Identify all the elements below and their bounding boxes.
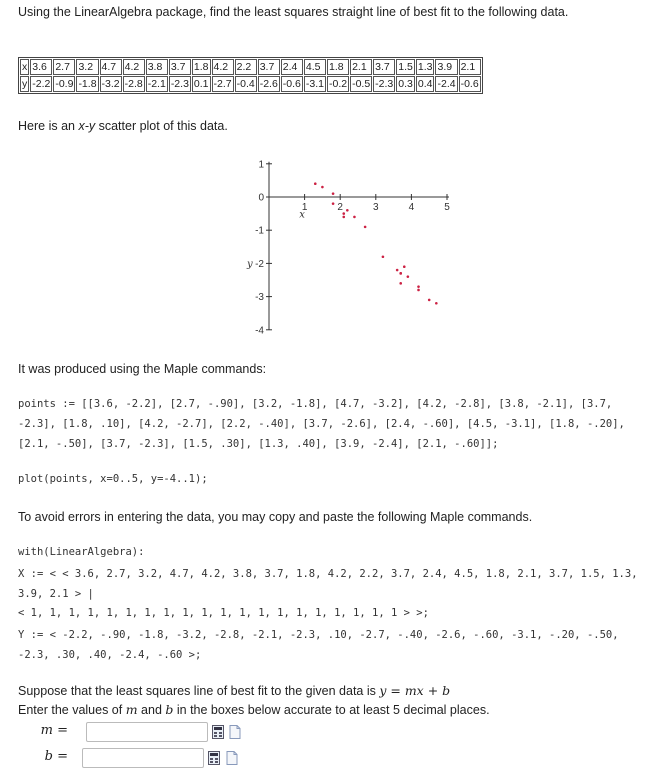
table-cell-y-17: 0.4 xyxy=(417,78,433,90)
maple-points-command: points := [[3.6, -2.2], [2.7, -.90], [3.2, -1.8], [4.7, -3.2], [4.2, -2.8], [3.8, -2.1], [3.7, -2.3], [1.8, .10], [4.2, -2.7], [2.2, -.40], [3.7, -2.6], [2.4, -.60], [4.5, -3.1], [1.8, -.20], [2.1, -.50], [3.7, -2.3], [1.5, .30], [1.3, .40], [3.9, -2.4], [2.1, -.60]]; xyxy=(18,398,632,450)
data-point xyxy=(353,216,356,219)
table-cell-y-10: -2.6 xyxy=(259,78,278,90)
data-point xyxy=(403,265,406,268)
data-point xyxy=(396,269,399,272)
y-tick-label: -2 xyxy=(255,258,264,270)
scatter-plot xyxy=(238,156,450,340)
table-cell-y-7: 0.1 xyxy=(193,78,209,90)
table-cell-y-16: 0.3 xyxy=(398,78,413,90)
table-cell-y-14: -0.5 xyxy=(352,78,371,90)
table-cell-y-18: -2.4 xyxy=(437,78,456,90)
enter-m: m xyxy=(125,702,138,717)
suppose-pre: Suppose that the least squares line of best fit to the given data is xyxy=(18,684,380,698)
table-cell-y-3: -3.2 xyxy=(101,78,120,90)
x-tick-label: 1 xyxy=(301,202,308,213)
table-cell-x-2: 3.2 xyxy=(76,59,98,75)
scatter-intro-em: x-y xyxy=(78,119,96,133)
preview-document-icon[interactable] xyxy=(226,751,238,765)
table-cell-x-7: 1.8 xyxy=(193,61,209,73)
enter-mid: and xyxy=(137,703,166,717)
enter-pre: Enter the values of xyxy=(18,703,126,717)
table-cell-y-9: -0.4 xyxy=(236,78,255,90)
table-cell-y-15: -2.3 xyxy=(375,78,394,90)
scatter-intro-post: scatter plot of this data. xyxy=(95,119,228,133)
enter-b: b xyxy=(165,702,174,717)
table-cell-x-8: 4.2 xyxy=(212,59,234,75)
b-input[interactable] xyxy=(82,748,204,768)
table-cell-x-9: 2.2 xyxy=(235,59,257,75)
table-cell-x-3: 4.7 xyxy=(100,59,122,75)
table-cell-x-12: 4.5 xyxy=(304,59,326,75)
question-prompt: Using the LinearAlgebra package, find the least squares straight line of best fit to the following data. xyxy=(18,5,569,19)
y-tick-label: 0 xyxy=(258,192,264,204)
table-cell-y-12: -3.1 xyxy=(305,78,324,90)
table-cell-x-14: 2.1 xyxy=(350,59,372,75)
table-cell-y-19: -0.6 xyxy=(460,78,479,90)
table-cell-x-4: 4.2 xyxy=(123,59,145,75)
m-input[interactable] xyxy=(86,722,208,742)
table-cell-y-1: -0.9 xyxy=(55,78,74,90)
maple-intro: It was produced using the Maple commands: xyxy=(18,362,267,376)
table-cell-y-11: -0.6 xyxy=(282,78,301,90)
equation-editor-icon[interactable] xyxy=(212,725,224,739)
x-vector-command: X := < < 3.6, 2.7, 3.2, 4.7, 4.2, 3.8, 3.7, 1.8, 4.2, 2.2, 3.7, 2.4, 4.5, 1.8, 2.1, 3.7, 1.5, 1.3, 3.9, 2.1 > | xyxy=(18,568,644,600)
data-point xyxy=(399,282,402,285)
data-point xyxy=(314,182,317,185)
table-cell-x-6: 3.7 xyxy=(169,59,191,75)
y-tick-label: 1 xyxy=(258,159,264,171)
table-cell-y-0: -2.2 xyxy=(32,78,51,90)
maple-plot-command: plot(points, x=0..5, y=-4..1); xyxy=(18,473,208,485)
data-point xyxy=(435,302,438,305)
enter-post: in the boxes below accurate to at least 5 decimal places. xyxy=(173,703,490,717)
table-cell-y-4: -2.8 xyxy=(124,78,143,90)
data-point xyxy=(417,289,420,292)
table-row-x xyxy=(20,59,481,75)
copy-intro: To avoid errors in entering the data, you may copy and paste the following Maple commands. xyxy=(18,510,533,524)
data-point xyxy=(407,275,410,278)
y-axis-label: y xyxy=(247,258,253,270)
y-tick-label: -4 xyxy=(255,325,264,337)
m-label: m = xyxy=(40,723,68,738)
table-cell-x-5: 3.8 xyxy=(146,59,168,75)
data-point xyxy=(428,299,431,302)
data-table xyxy=(18,57,483,94)
scatter-intro xyxy=(18,119,228,133)
table-row-y xyxy=(20,76,481,92)
table-cell-y-8: -2.7 xyxy=(213,78,232,90)
scatter-intro-pre: Here is an xyxy=(18,119,79,133)
x-tick-label: 3 xyxy=(373,202,379,213)
with-command: with(LinearAlgebra): xyxy=(18,546,145,558)
data-point xyxy=(332,192,335,195)
table-cell-y-2: -1.8 xyxy=(78,78,97,90)
data-point xyxy=(399,272,402,275)
enter-instructions xyxy=(18,702,490,717)
y-tick-label: -3 xyxy=(255,292,264,304)
data-point xyxy=(346,209,349,212)
data-point xyxy=(382,255,385,258)
table-cell-y-5: -2.1 xyxy=(147,78,166,90)
table-cell-x-11: 2.4 xyxy=(281,59,303,75)
equation-editor-icon[interactable] xyxy=(208,751,220,765)
table-cell-x-0: 3.6 xyxy=(30,59,52,75)
table-cell-x-15: 3.7 xyxy=(373,59,395,75)
line-equation: y = mx + b xyxy=(379,683,451,698)
table-cell-x-17: 1.3 xyxy=(417,61,433,73)
table-cell-x-18: 3.9 xyxy=(435,59,457,75)
x-axis-label: x xyxy=(299,209,305,221)
data-point xyxy=(332,202,335,205)
suppose-text xyxy=(18,683,450,698)
x-tick-label: 4 xyxy=(408,202,415,213)
table-cell-x-13: 1.8 xyxy=(327,59,349,75)
table-cell-y-13: -0.2 xyxy=(328,78,348,90)
data-point xyxy=(364,226,367,229)
table-row-label-x: x xyxy=(22,61,28,73)
table-cell-x-16: 1.5 xyxy=(398,61,413,73)
table-row-label-y: y xyxy=(22,78,28,90)
data-point xyxy=(342,212,345,215)
preview-document-icon[interactable] xyxy=(229,725,241,739)
y-vector-command: Y := < -2.2, -.90, -1.8, -3.2, -2.8, -2.1, -2.3, .10, -2.7, -.40, -2.6, -.60, -3.1, -.20, -.50, -2.3, .30, .40, -2.4, -.60 >; xyxy=(18,629,625,661)
b-label: b = xyxy=(44,749,68,764)
table-cell-x-19: 2.1 xyxy=(459,59,481,75)
x-tick-label: 5 xyxy=(444,202,450,213)
ones-vector-command: < 1, 1, 1, 1, 1, 1, 1, 1, 1, 1, 1, 1, 1, 1, 1, 1, 1, 1, 1, 1 > >; xyxy=(18,607,429,619)
table-cell-x-10: 3.7 xyxy=(258,59,280,75)
table-cell-y-6: -2.3 xyxy=(170,78,189,90)
x-tick-label: 2 xyxy=(337,202,343,213)
data-point xyxy=(417,285,420,288)
data-point xyxy=(321,186,324,189)
table-cell-x-1: 2.7 xyxy=(53,59,75,75)
y-tick-label: -1 xyxy=(255,225,264,237)
data-point xyxy=(342,216,345,219)
